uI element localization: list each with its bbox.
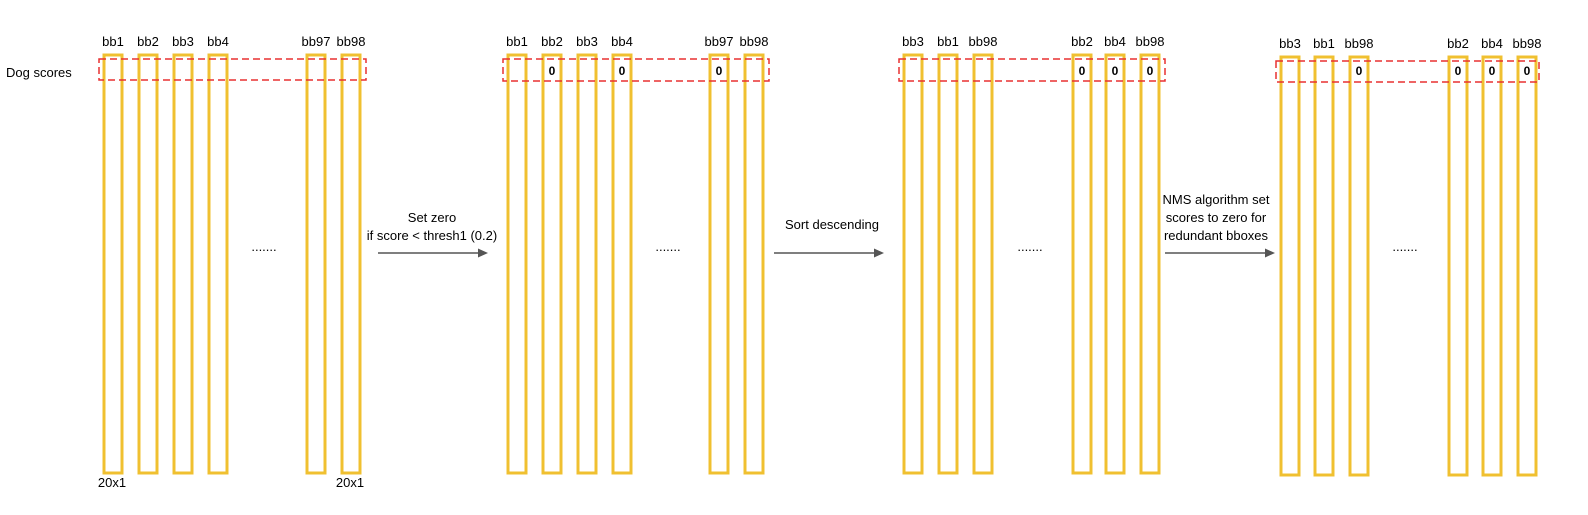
bbox-label: bb98	[1344, 36, 1374, 51]
bbox-label: bb3	[576, 34, 598, 49]
score-vector-bar	[174, 55, 192, 473]
score-vector-bar	[104, 55, 122, 473]
zero-score-value: 0	[1488, 64, 1496, 78]
bbox-label: bb98	[968, 34, 998, 49]
bbox-label: bb1	[102, 34, 124, 49]
step-caption-line: scores to zero for	[1165, 210, 1267, 225]
score-vector-bar	[1315, 57, 1333, 475]
bbox-label: bb3	[172, 34, 194, 49]
zero-score-value: 0	[618, 64, 626, 78]
bbox-label: bb2	[1071, 34, 1093, 49]
bbox-label: bb4	[207, 34, 229, 49]
bbox-label: bb1	[506, 34, 528, 49]
dimension-label: 20x1	[97, 475, 127, 490]
zero-score-value: 0	[1355, 64, 1363, 78]
bbox-label: bb98	[1135, 34, 1165, 49]
bbox-label: bb98	[336, 34, 366, 49]
zero-score-value: 0	[1111, 64, 1119, 78]
step-caption-line: Sort descending	[785, 217, 879, 232]
bbox-label: bb98	[1512, 36, 1542, 51]
step-caption-line: Set zero	[407, 210, 457, 225]
score-vector-bar	[307, 55, 325, 473]
score-vector-bar	[1073, 55, 1091, 473]
step-caption-line: NMS algorithm set	[1162, 192, 1270, 207]
score-vector-bar	[1281, 57, 1299, 475]
score-vector-bar	[209, 55, 227, 473]
bbox-label: bb2	[1447, 36, 1469, 51]
arrow-head-icon	[1265, 249, 1275, 258]
step-caption-line: redundant bboxes	[1163, 228, 1269, 243]
score-vector-bar	[578, 55, 596, 473]
bbox-label: bb2	[137, 34, 159, 49]
bbox-label: bb1	[1313, 36, 1335, 51]
arrow-head-icon	[874, 249, 884, 258]
bbox-label: bb1	[937, 34, 959, 49]
bbox-label: bb98	[739, 34, 769, 49]
score-vector-bar	[613, 55, 631, 473]
bbox-label: bb97	[301, 34, 331, 49]
ellipsis: .......	[655, 239, 681, 254]
score-vector-bar	[745, 55, 763, 473]
zero-score-value: 0	[548, 64, 556, 78]
zero-score-value: 0	[1078, 64, 1086, 78]
score-vector-bar	[508, 55, 526, 473]
score-vector-bar	[1449, 57, 1467, 475]
bbox-label: bb3	[1279, 36, 1301, 51]
zero-score-value: 0	[1454, 64, 1462, 78]
score-vector-bar	[974, 55, 992, 473]
ellipsis: .......	[1392, 239, 1418, 254]
score-vector-bar	[1518, 57, 1536, 475]
bbox-label: bb2	[541, 34, 563, 49]
zero-score-value: 0	[1146, 64, 1154, 78]
dimension-label: 20x1	[335, 475, 365, 490]
zero-score-value: 0	[715, 64, 723, 78]
bbox-label: bb3	[902, 34, 924, 49]
score-vector-bar	[1106, 55, 1124, 473]
score-vector-bar	[1483, 57, 1501, 475]
ellipsis: .......	[251, 239, 277, 254]
score-vector-bar	[543, 55, 561, 473]
step-caption-line: if score < thresh1 (0.2)	[366, 228, 498, 243]
score-vector-bar	[939, 55, 957, 473]
score-vector-bar	[904, 55, 922, 473]
bbox-label: bb97	[704, 34, 734, 49]
ellipsis: .......	[1017, 239, 1043, 254]
row-label-dog-scores: Dog scores	[6, 65, 72, 80]
bbox-label: bb4	[1104, 34, 1126, 49]
zero-score-value: 0	[1523, 64, 1531, 78]
arrow-head-icon	[478, 249, 488, 258]
bbox-label: bb4	[1481, 36, 1503, 51]
score-vector-bar	[1141, 55, 1159, 473]
bbox-label: bb4	[611, 34, 633, 49]
score-vector-bar	[139, 55, 157, 473]
score-vector-bar	[1350, 57, 1368, 475]
score-vector-bar	[342, 55, 360, 473]
score-vector-bar	[710, 55, 728, 473]
